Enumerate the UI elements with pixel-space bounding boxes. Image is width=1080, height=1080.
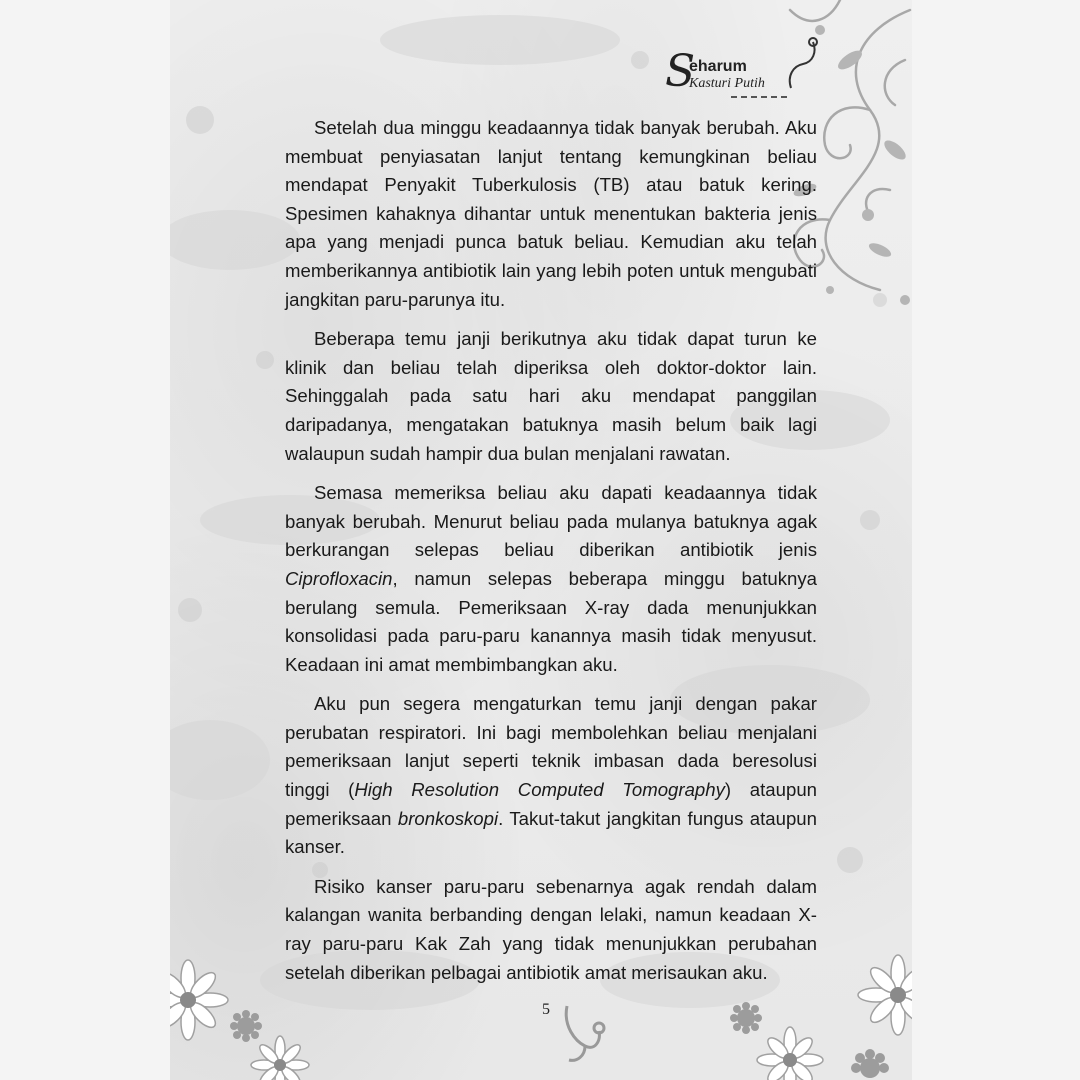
paragraph-5: Risiko kanser paru-paru sebenarnya agak rendah dalam kalangan wanita berbanding dengan lelaki, namun keadaan X-ray paru-paru Kak Zah yang tidak menunjukkan perubahan setelah diberikan pelbagai antibiotik amat merisaukan aku. <box>285 875 817 983</box>
stethoscope-icon <box>783 36 823 92</box>
paragraph-3-part-a: Semasa memeriksa beliau aku dapati keadaannya tidak banyak berubah. Menurut beliau pada mulanya batuknya agak berkurangan selepas beliau diberikan antibiotik jenis <box>285 482 817 561</box>
book-title-logo <box>665 46 825 105</box>
hrct-term-italic: High Resolution Computed Tomography <box>354 779 725 801</box>
drug-name-italic: Ciprofloxacin <box>285 567 393 589</box>
body-text <box>285 114 817 998</box>
logo-initial: S <box>665 46 696 97</box>
paragraph-4-part-b: ) ataupun pemeriksaan <box>285 779 818 829</box>
logo-title: eharum <box>689 58 747 75</box>
paragraph-3-part-b: , namun selepas beberapa minggu batuknya berulang semula. Pemeriksaan X-ray dada menunjukkan konsolidasi pada paru-paru kanannya masih tidak menyusut. Keadaan ini amat membimbangkan aku. <box>285 567 817 675</box>
book-page <box>170 0 912 1080</box>
page-number: 5 <box>542 1001 550 1018</box>
paragraph-2: Beberapa temu janji berikutnya aku tidak dapat turun ke klinik dan beliau telah diperiksa oleh doktor-doktor lain. Sehinggalah pada satu hari aku mendapat panggilan daripadanya, mengatakan batuknya masih belum baik lagi walaupun sudah hampir dua bulan menjalani rawatan. <box>285 328 817 464</box>
paragraph-4-part-c: . Takut-takut jangkitan fungus ataupun kanser. <box>285 807 817 858</box>
paragraph-4 <box>285 690 817 862</box>
paragraph-3 <box>285 479 817 679</box>
paragraph-1: Setelah dua minggu keadaannya tidak banyak berubah. Aku membuat penyiasatan lanjut tentang kemungkinan beliau mendapat Penyakit Tuberkulosis (TB) atau batuk kering. Spesimen kahaknya dihantar untuk menentukan bakteria jenis apa yang menjadi punca batuk beliau. Kemudian aku telah memberikannya antibiotik lain yang lebih poten untuk mengubati jangkitan paru-parunya itu. <box>285 117 817 310</box>
flower-border-ornament <box>170 940 912 1080</box>
bronkoskopi-term-italic: bronkoskopi <box>397 807 499 829</box>
paragraph-4-part-a: Aku pun segera mengaturkan temu janji dengan pakar perubatan respiratori. Ini bagi membolehkan beliau menjalani pemeriksaan lanjut seperti teknik imbasan dada beresolusi tinggi ( <box>285 693 817 801</box>
logo-subtitle: Kasturi Putih <box>689 76 765 91</box>
logo-dash-line <box>731 96 787 98</box>
